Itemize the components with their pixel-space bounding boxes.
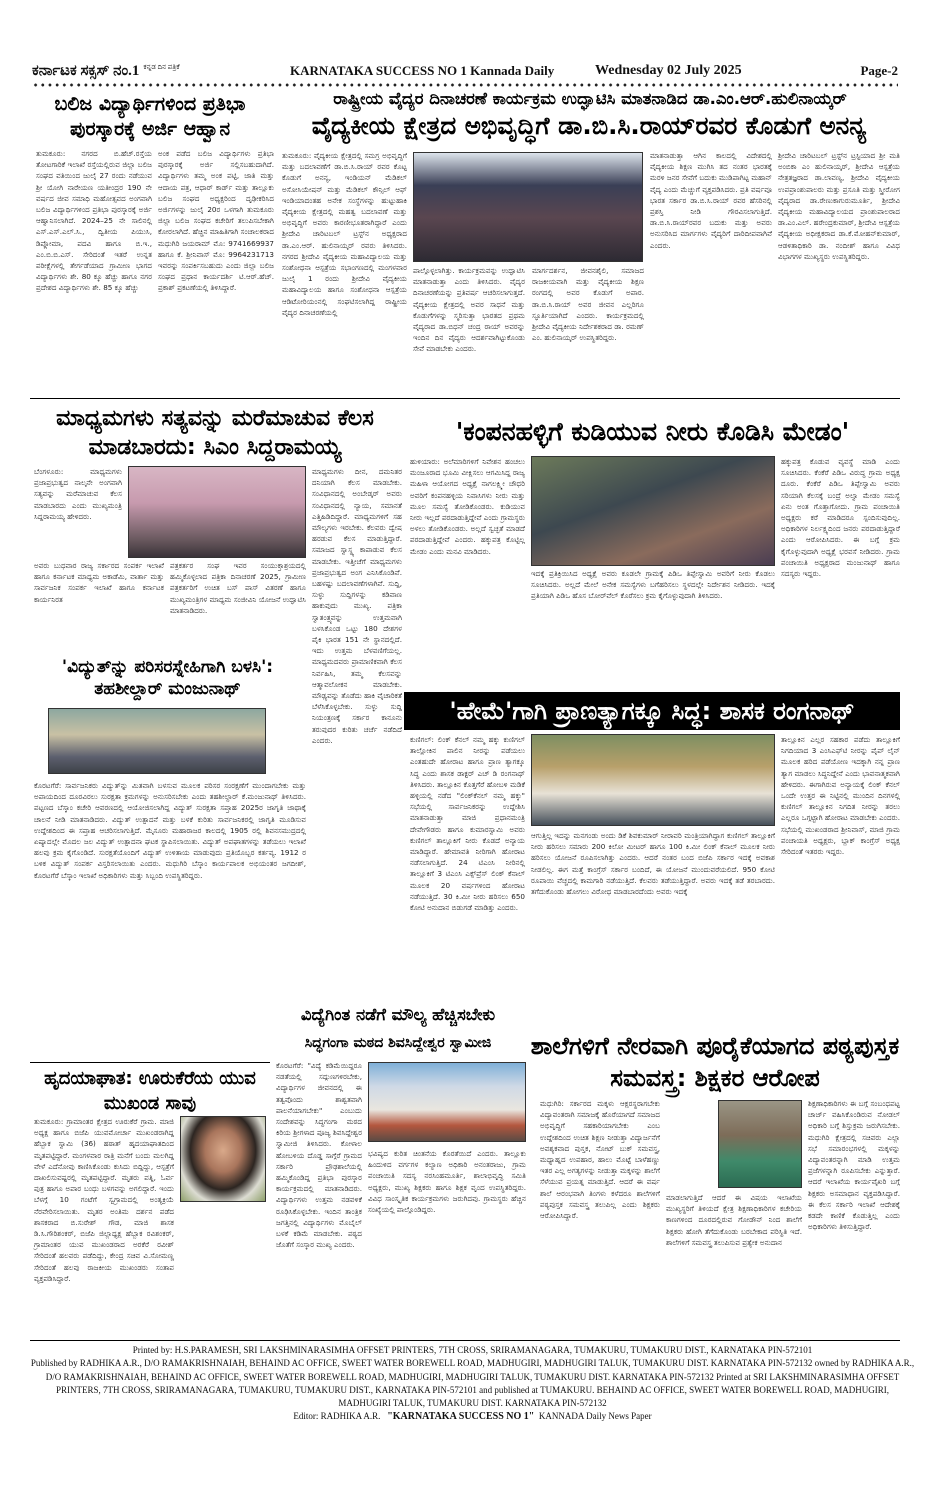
kampanahalli-crowd-photo — [531, 456, 775, 566]
balija-body-col2: ಅಂಕ ಪಡೆದ ಬಲಿಜ ವಿದ್ಯಾರ್ಥಿಗಳು ಪ್ರತಿಭಾ ಪುರಸ್ಕಾರಕ್ಕೆ ಅರ್ಜಿ ಸಲ್ಲಿಸಬಹುದಾಗಿದೆ. ವಿದ್ಯಾರ್ಥಿಗಳು ತಮ್ಮ ಅಂಕ ಪಟ್ಟಿ, ಜಾತಿ ಮತ್ತು ಆದಾಯ ಪತ್ರ, ಆಧಾರ್ ಕಾರ್ಡ್ ಮತ್ತು ತಾಲ್ಲೂಕು ಬಲಿಜ ಸಂಘದ ಅಧ್ಯಕ್ಷರಿಂದ ದೃಢೀಕರಿಸಿದ ಅರ್ಜಿಗಳನ್ನು ಜುಲೈ 20ರ ಒಳಗಾಗಿ ತುಮಕೂರು ಜಿಲ್ಲಾ ಬಲಿಜ ಸಂಘದ ಕಚೇರಿಗೆ ತಲುಪಿಸಬೇಕಾಗಿ ಕೋರಲಾಗಿದೆ. ಹೆಚ್ಚಿನ ಮಾಹಿತಿಗಾಗಿ ಸಂಚಾಲಕರಾದ ಮಧುಗಿರಿ ಜಯರಾಮ್ ಮೊ: 9741669937 ಹಾಗೂ ಕೆ. ಶ್ರೀನಿವಾಸ್ ಮೊ: 9964231713 ಇವರನ್ನು ಸಂಪರ್ಕಿಸಬಹುದು ಎಂದು ಜಿಲ್ಲಾ ಬಲಿಜ ಸಂಘದ ಪ್ರಧಾನ ಕಾರ್ಯದರ್ಶಿ ಟಿ.ಆರ್.ಹೆಚ್. ಪ್ರಕಾಶ್ ಪ್ರಕಟಣೆಯಲ್ಲಿ ತಿಳಿಸಿದ್ದಾರೆ. — [158, 149, 274, 293]
media-body-col2: ಪತ್ರಕರ್ತರ ಸಂಘ ಇವರ ಸಂಯುಕ್ತಾಶ್ರಯದಲ್ಲಿ ಹಮ್ಮಿಕೊಳ್ಳಲಾದ ಪತ್ರಿಕಾ ದಿನಾಚರಣೆ 2025, ಗ್ರಾಮೀಣ ಪತ್ರಕರ್ತರಿಗೆ ಉಚಿತ ಬಸ್ ಪಾಸ್ ವಿತರಣೆ ಹಾಗೂ ಮುಖ್ಯಮಂತ್ರಿಗಳ ಮಾಧ್ಯಮ ಸಂಜೀವಿನಿ ಯೋಜನೆ ಉದ್ಘಾಟಿಸಿ ಮಾತನಾಡಿದರು. — [170, 561, 306, 615]
doctors-event-photo — [413, 152, 643, 262]
electricity-rally-photo — [48, 708, 266, 774]
school-body-col3: ಶಿಕ್ಷಣಾಧಿಕಾರಿಗಳು ಈ ಬಗ್ಗೆ ಸಂಬಂಧಪಟ್ಟ ಚಾರ್ಜ್ ವಹಿಸಿಕೊಂಡಿರುವ ನೋಡಲ್ ಅಧಿಕಾರಿ ಬಗ್ಗೆ ಶಿಸ್ತುಕ್ರಮ ಜರುಗಿಸಬೇಕು. ಮಧುಗಿರಿ ಕ್ಷೇತ್ರದಲ್ಲಿ ಸಚಿವರು ಎಲ್ಲಾ ಸಭೆ ಸಮಾರಂಭಗಳಲ್ಲಿ ಮಕ್ಕಳನ್ನು ವಿದ್ಯಾವಂತರನ್ನಾಗಿ ಮಾಡಿ ಉತ್ತಮ ಪ್ರಜೆಗಳನ್ನಾಗಿ ರೂಪಿಸಬೇಕು ಎನ್ನುತ್ತಾರೆ. ಆದರೆ ಇಲಾಖೆಯ ಕಾರ್ಯವೈಖರಿ ಬಗ್ಗೆ ಶಿಕ್ಷಕರು ಅಸಮಾಧಾನ ವ್ಯಕ್ತಪಡಿಸಿದ್ದಾರೆ. ಈ ಕೆಲಸ ಸರ್ಕಾರಿ ಇಲಾಖೆ ಆದೇಶಕ್ಕೆ ಕಡದೇ ಕಾಣಿಕೆ ಕೊಡುತ್ತಿಲ್ಲ ಎಂದು ಅಧಿಕಾರಿಗಳು ತಿಳಿಸುತ್ತಿದ್ದಾರೆ. — [808, 1099, 900, 1232]
media-cm-photo — [128, 466, 306, 558]
school-headline: ಶಾಲೆಗಳಿಗೆ ನೇರವಾಗಿ ಪೂರೈಕೆಯಾಗದ ಪಠ್ಯಪುಸ್ತಕ ಸಮವಸ್ತ್ರ: ಶಿಕ್ಷಕರ ಆರೋಪ — [530, 1032, 900, 1092]
media-headline: ಮಾಧ್ಯಮಗಳು ಸತ್ಯವನ್ನು ಮರೆಮಾಚುವ ಕೆಲಸ ಮಾಡಬಾರದು: ಸಿಎಂ ಸಿದ್ದರಾಮಯ್ಯ — [56, 406, 374, 460]
hemavathi-body-col2: ಆಗುತ್ತಿಲ್ಲ ಇದನ್ನು ಮನಗಂಡು ಅಂದು ಡಿಕೆ ಶಿವಕುಮಾರ್ ನೀರಾವರಿ ಮಂತ್ರಿಯಾಗಿದ್ದಾಗ ಕುಣಿಗಲ್ ತಾಲ್ಲೂಕಿಗೆ ನೀರು ಹರಿಸಲು ಸಮಾರು 200 ಕಿಲೋ ಮೀಟರ್ ಹಾಗೂ 100 ಕಿ.ಮೀ ಲಿಂಕ್ ಕೆನಾಲ್ ಮೂಲಕ ನೀರು ಹರಿಸಲು ಯೋಜನೆ ರೂಪಿಸಲಾಗಿತ್ತು ಎಂದರು. ಆದರೆ ನಂತರ ಬಂದ ಬಿಜೆಪಿ ಸರ್ಕಾರ ಇದಕ್ಕೆ ಅವಕಾಶ ನೀಡಲಿಲ್ಲ. ಈಗ ಮತ್ತೆ ಕಾಂಗ್ರೆಸ್ ಸರ್ಕಾರ ಬಂದಿದೆ, ಈ ಯೋಜನೆ ಮುಂದುವರೆಯಲಿದೆ. 950 ಕೋಟಿ ರೂಪಾಯಿ ವೆಚ್ಚದಲ್ಲಿ ಕಾಮಗಾರಿ ನಡೆಯುತ್ತಿದೆ. ಕೆಲವರು ತಡೆಯುತ್ತಿದ್ದಾರೆ. ಅವರು ಇದಕ್ಕೆ ತಡೆ ತರಬಾರದು. ತಗೆದುಕೊಂಡು ಹೋಗಲು ವಿರೋಧ ಮಾಡಬಾರದೆಂದು ಅವರು ಇದಕ್ಕೆ — [531, 831, 775, 897]
masthead-title-kn: ಕರ್ನಾಟಕ ಸಕ್ಸಸ್ ನಂ.1 $^{ಕನ್ನಡ ದಿನ ಪತ್ರಿಕೆ}$ — [32, 63, 180, 79]
media-body-col3: ಮಾಧ್ಯಮಗಳು ದೀನ, ದಮನಿತರ ದನಿಯಾಗಿ ಕೆಲಸ ಮಾಡಬೇಕು. ಸಂವಿಧಾನದಲ್ಲಿ ಅಂಬೇಡ್ಕರ್ ಅವರು ಸಂವಿಧಾನದಲ್ಲಿ ನ್ಯಾಯ, ಸಮಾನತೆ ಎತ್ತಿಹಿಡಿದಿದ್ದಾರೆ. ಮಾಧ್ಯಮಗಳಿಗೆ ಸಹ ಮೌಲ್ಯಗಳು ಇರಬೇಕು. ಕೆಲವರು ದ್ವೇಷ ಹರಡುವ ಕೆಲಸ ಮಾಡುತ್ತಿದ್ದಾರೆ. ಸಮಾಜದ ಸ್ವಾಸ್ಥ್ಯ ಕಾಪಾಡುವ ಕೆಲಸ ಮಾಡಬೇಕು. ಇತ್ತೀಚೆಗೆ ಮಾಧ್ಯಮಗಳು ಪ್ರಜಾಪ್ರಭುತ್ವದ ಅಂಗ ಎನಿಸಿಕೊಂಡಿವೆ. ಬಹಳಷ್ಟು ಬದಲಾವಣೆಗಳಾಗಿವೆ. ಸುದ್ದಿ, ಸುಳ್ಳು ಸುದ್ದಿಗಳನ್ನು ಕಡಿವಾಣ ಹಾಕುವುದು ಮುಖ್ಯ. ಪತ್ರಿಕಾ ಸ್ವಾತಂತ್ರ್ಯವನ್ನು ಉತ್ತಮವಾಗಿ ಬಳಸಿಕೊಂಡ ಒಟ್ಟು 180 ದೇಶಗಳ ಪೈಕಿ ಭಾರತ 151 ನೇ ಸ್ಥಾನದಲ್ಲಿದೆ. ಇದು ಉತ್ತಮ ಬೆಳವಣಿಗೆಯಲ್ಲ. ಮಾಧ್ಯಮದವರು ಪ್ರಾಮಾಣಿಕವಾಗಿ ಕೆಲಸ ನಿರ್ವಹಿಸಿ, ತಮ್ಮ ಕೆಲಸವನ್ನು ಆತ್ಮಾವಲೋಕನ ಮಾಡಬೇಕು. ಮೌಢ್ಯವನ್ನು ತೊಡೆದು ಹಾಕಿ ವೈಚಾರಿಕತೆ ಬೆಳೆಸಿಕೊಳ್ಳಬೇಕು. ಸುಳ್ಳು ಸುದ್ದಿ ನಿಯಂತ್ರಣಕ್ಕೆ ಸರ್ಕಾರ ಕಾನೂನು ತರುವುದರ ಕುರಿತು ಚರ್ಚೆ ನಡೆದಿದೆ ಎಂದರು. — [312, 467, 402, 745]
masthead — [32, 60, 898, 82]
masthead-tagline: ಕನ್ನಡ ದಿನ ಪತ್ರಿಕೆ — [143, 63, 180, 71]
masthead-title-en: KARNATAKA SUCCESS NO 1 Kannada Daily — [290, 63, 555, 78]
heart-headline: ಹೃದಯಾಘಾತ: ಊರುಕೆರೆಯ ಯುವ ಮುಖಂಡ ಸಾವು — [44, 1068, 256, 1114]
issue-date: Wednesday 02 July 2025 — [595, 63, 742, 78]
kampanahalli-body-col2: ಇದಕ್ಕೆ ಪ್ರತಿಕ್ರಿಯಿಸಿದ ಅಧ್ಯಕ್ಷೆ ಅವರು ಕೂಡಲೇ ಗ್ರಾಮಕ್ಕೆ ಪಿಡಿಒ ತಿಪ್ಪೇಸ್ವಾಮಿ ಅವರಿಗೆ ನೀರು ಕೊಡಲು ಸೂಚಿಸಿದರು. ಅಲ್ಲದೆ ಮೇಲೆ ಅನೇಕ ಸಮಸ್ಯೆಗಳು ಬಗೆಹರಿಸಲು ಸ್ಥಳದಲ್ಲೇ ನಿರ್ದೇಶನ ನೀಡಿದರು. ಇದಕ್ಕೆ ಪ್ರತಿಯಾಗಿ ಪಿಡಿಒ ಹೊಸ ಬೋರ್‌ವೆಲ್ ಕೊರೆಸಲು ಕ್ರಮ ಕೈಗೊಳ್ಳುವುದಾಗಿ ತಿಳಿಸಿದರು. — [531, 569, 775, 601]
imprint-tail: KANNADA Daily News Paper — [538, 1411, 652, 1422]
doctors-body-col4: ಮಾತನಾಡುತ್ತಾ ಆಗಿನ ಕಾಲದಲ್ಲಿ ವಿದೇಶದಲ್ಲಿ ವೈದ್ಯಕೀಯ ಶಿಕ್ಷಣ ಮುಗಿಸಿ ತದ ನಂತರ ಭಾರತಕ್ಕೆ ಮರಳಿ ಜನರ ಸೇವೆಗೆ ಬದುಕು ಮುಡಿಪಾಗಿಟ್ಟ ಮಹಾನ್ ವೈದ್ಯ ಎಂದು ಮೆಚ್ಚುಗೆ ವ್ಯಕ್ತಪಡಿಸಿದರು. ಪ್ರತಿ ವರ್ಷವೂ ಭಾರತ ಸರ್ಕಾರ ಡಾ.ಬಿ.ಸಿ.ರಾಯ್ ರವರ ಹೆಸರಿನಲ್ಲಿ ಪ್ರಶಸ್ತಿ ನೀಡಿ ಗೌರವಿಸಲಾಗುತ್ತಿದೆ. ಡಾ.ಬಿ.ಸಿ.ರಾಯ್‌ರವರ ಬದುಕು ಮತ್ತು ಅವರು ಅನುಸರಿಸಿದ ಮಾರ್ಗಗಳು ವೈದ್ಯರಿಗೆ ದಾರಿದೀಪವಾಗಿವೆ ಎಂದರು. — [650, 151, 772, 250]
imprint-editor-line — [30, 1410, 915, 1423]
doctors-body-col5: ಶ್ರೀದೇವಿ ಚಾರಿಟಬಲ್ ಟ್ರಸ್ಟ್‌ನ ಟ್ರಸ್ಟಿಯಾದ ಶ್ರೀ ಮತಿ ಅಂಬಿಕಾ ಎಂ ಹುಲಿನಾಯ್ಕರ್, ಶ್ರೀದೇವಿ ಆಸ್ಪತ್ರೆಯ ನೇತ್ರತಜ್ಞರಾದ ಡಾ.ಲಾವಣ್ಯ, ಶ್ರೀದೇವಿ ವೈದ್ಯಕೀಯ ಉಪಪ್ರಾಂಶುಪಾಲರು ಮತ್ತು ಪ್ರಸೂತಿ ಮತ್ತು ಸ್ತ್ರೀರೋಗ ವೈದ್ಯರಾದ ಡಾ.ರೇಣುಕಾಗುರುಮೂರ್ತಿ, ಶ್ರೀದೇವಿ ವೈದ್ಯಕೀಯ ಮಹಾವಿದ್ಯಾಲಯದ ಪ್ರಾಂಶುಪಾಲರಾದ ಡಾ.ಎಂ.ಎಲ್. ಹರೇಂದ್ರಕುಮಾರ್, ಶ್ರೀದೇವಿ ಆಸ್ಪತ್ರೆಯ ವೈದ್ಯಕೀಯ ಅಧೀಕ್ಷಕರಾದ ಡಾ.ಕೆ.ಮೋಹನ್‌ಕುಮಾರ್, ಆಡಳಿತಾಧಿಕಾರಿ ಡಾ. ನಂದೀಶ್ ಹಾಗೂ ವಿವಿಧ ವಿಭಾಗಗಳ ಮುಖ್ಯಸ್ಥರು ಉಪಸ್ಥಿತರಿದ್ದರು. — [778, 151, 900, 261]
imprint-footer — [30, 1344, 915, 1424]
footer-rule — [30, 1340, 900, 1341]
school-body-col2-upper-spacer — [666, 1098, 712, 1190]
doctors-body-col1: ತುಮಕೂರು: ವೈದ್ಯಕೀಯ ಕ್ಷೇತ್ರದಲ್ಲಿ ಸಮಗ್ರ ಅಭಿವೃದ್ಧಿಗೆ ಮತ್ತು ಬದಲಾವಣೆಗೆ ಡಾ.ಬಿ.ಸಿ.ರಾಯ್ ರವರ ಕೊಟ್ಟ ಕೊಡುಗೆ ಅನನ್ಯ, ಇಂಡಿಯನ್ ಮೆಡಿಕಲ್ ಅಸೋಸಿಯೇಷನ್ ಮತ್ತು ಮೆಡಿಕಲ್ ಕೌನ್ಸಿಲ್ ಆಫ್ ಇಂಡಿಯಾದಂತಹ ಅನೇಕ ಸಂಸ್ಥೆಗಳನ್ನು ಹುಟ್ಟುಹಾಕಿ ವೈದ್ಯಕೀಯ ಕ್ಷೇತ್ರದಲ್ಲಿ ಮಹತ್ವ ಬದಲಾವಣೆ ಮತ್ತು ಅಭಿವೃದ್ಧಿಗೆ ಅವರು ಕಾರಣೀಭೂತರಾಗಿದ್ದಾರೆ ಎಂದು ಶ್ರೀದೇವಿ ಚಾರಿಟಬಲ್ ಟ್ರಸ್ಟ್‌ನ ಅಧ್ಯಕ್ಷರಾದ ಡಾ.ಎಂ.ಆರ್. ಹುಲಿನಾಯ್ಕರ್ ರವರು ತಿಳಿಸಿದರು. ನಗರದ ಶ್ರೀದೇವಿ ವೈದ್ಯಕೀಯ ಮಹಾವಿದ್ಯಾಲಯ ಮತ್ತು ಸಂಶೋಧನಾ ಆಸ್ಪತ್ರೆಯ ಸಭಾಂಗಣದಲ್ಲಿ ಮಂಗಳವಾರ ಜುಲೈ 1 ರಂದು ಶ್ರೀದೇವಿ ವೈದ್ಯಕೀಯ ಮಹಾವಿದ್ಯಾಲಯ ಹಾಗೂ ಸಂಶೋಧನಾ ಆಸ್ಪತ್ರೆಯ ಆಡಿಟೋರಿಯಂನಲ್ಲಿ ಸಂಘಟಿಸಲಾಗಿದ್ದ ರಾಷ್ಟ್ರೀಯ ವೈದ್ಯರ ದಿನಾಚರಣೆಯಲ್ಲಿ — [282, 151, 407, 317]
school-textbooks-photo — [718, 1100, 802, 1188]
doctors-kicker: ರಾಷ್ಟ್ರೀಯ ವೈದ್ಯರ ದಿನಾಚರಣೆ ಕಾರ್ಯಕ್ರಮ ಉದ್ಘಾಟಿಸಿ ಮಾತನಾಡಿದ ಡಾ.ಎಂ.ಆರ್.ಹುಲಿನಾಯ್ಕರ್ — [333, 89, 847, 108]
section-rule — [30, 1062, 270, 1063]
page-number: Page-2 — [860, 63, 898, 78]
hemavathi-rally-photo — [531, 734, 775, 826]
balija-headline: ಬಲಿಜ ವಿದ್ಯಾರ್ಥಿಗಳಿಂದ ಪ್ರತಿಭಾ ಪುರಸ್ಕಾರಕ್ಕೆ ಅರ್ಜಿ ಆಹ್ವಾನ — [54, 93, 246, 140]
heart-body-col1: ತುಮಕೂರು: ಗ್ರಾಮಾಂತರ ಕ್ಷೇತ್ರದ ಊರುಕೆರೆ ಗ್ರಾಮ. ಮಾಜಿ ಅಧ್ಯಕ್ಷ ಹಾಗೂ ಬಿಜೆಪಿ ಯುವಮೋರ್ಚಾ ಮುಖಂಡರಾಗಿದ್ದ ಹೆಬ್ಬಾಕ ಸ್ವಾಮಿ (36) ಹಠಾತ್ ಹೃದಯಾಘಾತದಿಂದ ಮೃತಪಟ್ಟಿದ್ದಾರೆ. ಮಂಗಳವಾರ ರಾತ್ರಿ ಮನೆಗೆ ಬಂದು ಮಲಗಿದ್ದ ವೇಳೆ ಎದೆನೋವು ಕಾಣಿಸಿಕೊಂಡು ಕುಸಿದು ಬಿದ್ದಿದ್ದು, ಆಸ್ಪತ್ರೆಗೆ ದಾಖಲಿಸುವಷ್ಟರಲ್ಲಿ ಮೃತಪಟ್ಟಿದ್ದಾರೆ. ಮೃತರು ಪತ್ನಿ, ಓರ್ವ ಪುತ್ರ ಹಾಗೂ ಅಪಾರ ಬಂಧು ಬಳಗವನ್ನು ಅಗಲಿದ್ದಾರೆ. ಇಂದು ಬೆಳಗ್ಗೆ 10 ಗಂಟೆಗೆ ಸ್ವಗ್ರಾಮದಲ್ಲಿ ಅಂತ್ಯಕ್ರಿಯೆ ನೆರವೇರಿಸಲಾಯಿತು. ಮೃತರ ಅಂತಿಮ ದರ್ಶನ ಪಡೆದ ಶಾಸಕರಾದ ಬಿ.ಸುರೇಶ್ ಗೌಡ, ಮಾಜಿ ಶಾಸಕ ಡಿ.ಸಿ.ಗೌರಿಶಂಕರ್, ಬಿಜೆಪಿ ಜಿಲ್ಲಾಧ್ಯಕ್ಷ ಹೆಬ್ಬಾಕ ರವಿಶಂಕರ್, ಗ್ರಾಮಾಂತರ ಯುವ ಮುಖಂಡರಾದ ಅರಕೆರೆ ರವೀಶ್ ಸೇರಿದಂತೆ ಹಲವರು ಪಡೆದಿದ್ದು, ಕೇಂದ್ರ ಸಚಿವ ವಿ.ಸೋಮಣ್ಣ ಸೇರಿದಂತೆ ಹಲವು ರಾಜಕೀಯ ಮುಖಂಡರು ಸಂತಾಪ ವ್ಯಕ್ತಪಡಿಸಿದ್ದಾರೆ. — [34, 1117, 174, 1283]
siddaganga-body-col2: ಭವಿಷ್ಯದ ಕುರಿತ ಚಿಂತನೆಯ ಕೊರತೆಯಿದೆ ಎಂದರು. ತಾಲ್ಲೂಕು ಹಿಂದುಳಿದ ವರ್ಗಗಳ ಕಲ್ಯಾಣ ಅಧಿಕಾರಿ ಅನಂತರಾಜು, ಗ್ರಾಮ ಪಂಚಾಯಿತಿ ಸದಸ್ಯ ನರಸಿಂಹಮೂರ್ತಿ, ಶಾಲಾಭಿವೃದ್ಧಿ ಸಮಿತಿ ಅಧ್ಯಕ್ಷರು, ಮುಖ್ಯ ಶಿಕ್ಷಕರು ಹಾಗೂ ಶಿಕ್ಷಕ ವೃಂದ ಉಪಸ್ಥಿತರಿದ್ದರು. ವಿವಿಧ ಸಾಂಸ್ಕೃತಿಕ ಕಾರ್ಯಕ್ರಮಗಳು ಜರುಗಿದವು. ಗ್ರಾಮಸ್ಥರು ಹೆಚ್ಚಿನ ಸಂಖ್ಯೆಯಲ್ಲಿ ಪಾಲ್ಗೊಂಡಿದ್ದರು. — [368, 1149, 526, 1215]
heart-portrait-photo — [180, 1116, 266, 1202]
school-body-col2: ಮಾಡಲಾಗುತ್ತಿದೆ ಆದರೆ ಈ ವಿಷಯ ಇಲಾಖೆಯ ಮುಖ್ಯಸ್ಥರಿಗೆ ತಿಳಿಯದೆ ಕ್ಷೇತ್ರ ಶಿಕ್ಷಣಾಧಿಕಾರಿಗಳ ಕಚೇರಿಯ ಕಾಣಗಳಿಂದ ದೂರದಲ್ಲಿರುವ ಗೋಡೌನ್ ನಿಂದ ಶಾಲೆಗೆ ಶಿಕ್ಷಕರು ಹೋಗಿ ತೆಗೆದುಕೊಂಡು ಬರಬೇಕಾದ ಪರಿಸ್ಥಿತಿ ಇದೆ. ಶಾಲೆಗಳಿಗೆ ಸಮವಸ್ತ್ರ ತಲುಪಿಸುವ ಪ್ರತ್ಯೇಕ ಅನುದಾನ — [666, 1193, 802, 1247]
imprint-printed-by: Printed by: H.S.PARAMESH, SRI LAKSHMINARASIMHA OFFSET PRINTERS, 7TH CROSS, SRIRAMANAGARA, TUMAKURU, TUMAKURU DIST., KARNATAKA PIN-572101 — [132, 1345, 813, 1355]
imprint-brand: "KARNATAKA SUCCESS NO 1" — [387, 1411, 535, 1423]
dotted-divider — [32, 82, 898, 88]
siddaganga-body-col1: ಕೊರಟಗೆರೆ: "ವಿದ್ಯೆ ಕಡಿಮೆಯಿದ್ದರೂ ನಡತೆಯಲ್ಲಿ ಸದ್ಗುಣಗಳಿರಬೇಕು, ವಿದ್ಯಾರ್ಥಿಗಳ ಜೀವನದಲ್ಲಿ ಈ ತತ್ವವೊಂದು ಶಾಶ್ವತವಾಗಿ ಪಾಲನೆಯಾಗಬೇಕು" ಎಂಬುದು ಸಂದೇಶವನ್ನು ಸಿದ್ಧಗಂಗಾ ಮಠದ ಕಿರಿಯ ಶ್ರೀಗಳಾದ ಪೂಜ್ಯ ಶಿವಸಿದ್ದೇಶ್ವರ ಸ್ವಾಮೀಜಿ ತಿಳಿಸಿದರು. ಕೋಳಾಲ ಹೋಬಳಿಯ ದೊಡ್ಡ ಸಾಗ್ಗೆರೆ ಗ್ರಾಮದ ಸರ್ಕಾರಿ ಪ್ರೌಢಶಾಲೆಯಲ್ಲಿ ಹಮ್ಮಿಕೊಂಡಿದ್ದ ಪ್ರತಿಭಾ ಪುರಸ್ಕಾರ ಕಾರ್ಯಕ್ರಮದಲ್ಲಿ ಮಾತನಾಡಿದರು. ವಿದ್ಯಾರ್ಥಿಗಳು ಉತ್ತಮ ನಡವಳಿಕೆ ರೂಢಿಸಿಕೊಳ್ಳಬೇಕು. ಇಂದಿನ ತಾಂತ್ರಿಕ ಜಗತ್ತಿನಲ್ಲಿ ವಿದ್ಯಾರ್ಥಿಗಳು ಮೊಬೈಲ್ ಬಳಕೆ ಕಡಿಮೆ ಮಾಡಬೇಕು. ಪಠ್ಯದ ಜೊತೆಗೆ ಸಂಸ್ಕಾರ ಮುಖ್ಯ ಎಂದರು. — [276, 1061, 362, 1250]
hemavathi-banner-headline: 'ಹೇಮೆ'ಗಾಗಿ ಪ್ರಾಣತ್ಯಾಗಕ್ಕೂ ಸಿದ್ಧ: ಶಾಸಕ ರಂಗನಾಥ್ — [404, 692, 900, 730]
imprint-editor: Editor: RADHIKA A.R. — [293, 1411, 381, 1422]
electricity-body: ಕೊರಟಗೆರೆ: ಸಾರ್ವಜನಿಕರು ವಿದ್ಯುತ್‌ನ್ನು ಮಿತವಾಗಿ ಬಳಸುವ ಮೂಲಕ ಪರಿಸರ ಸಂರಕ್ಷಣೆಗೆ ಮುಂದಾಗಬೇಕು ಮತ್ತು ಅಪಾಯದಿಂದ ದೂರವಿರಲು ಸುರಕ್ಷತಾ ಕ್ರಮಗಳನ್ನು ಅನುಸರಿಸಬೇಕು ಎಂದು ತಹಶೀಲ್ದಾರ್ ಕೆ.ಮಂಜುನಾಥ್ ತಿಳಿಸಿದರು. ಪಟ್ಟಣದ ಬೆಸ್ಕಾಂ ಕಚೇರಿ ಆವರಣದಲ್ಲಿ ಆಯೋಜಿಸಲಾಗಿದ್ದ ವಿದ್ಯುತ್ ಸುರಕ್ಷತಾ ಸಪ್ತಾಹ 2025ರ ಜಾಗೃತಿ ಜಾಥಾಕ್ಕೆ ಚಾಲನೆ ನೀಡಿ ಮಾತನಾಡಿದರು. ವಿದ್ಯುತ್ ಉತ್ಪಾದನೆ ಮತ್ತು ಬಳಕೆ ಕುರಿತು ಸಾರ್ವಜನಿಕರಲ್ಲಿ ಜಾಗೃತಿ ಮೂಡಿಸುವ ಉದ್ದೇಶದಿಂದ ಈ ಸಪ್ತಾಹ ಆಚರಿಸಲಾಗುತ್ತಿದೆ. ಮೈಸೂರು ಮಹಾರಾಜರ ಕಾಲದಲ್ಲಿ 1905 ರಲ್ಲಿ ಶಿವನಸಮುದ್ರದಲ್ಲಿ ಏಷ್ಯಾದಲ್ಲೇ ಮೊದಲ ಜಲ ವಿದ್ಯುತ್ ಉತ್ಪಾದನಾ ಘಟಕ ಸ್ಥಾಪಿಸಲಾಯಿತು. ವಿದ್ಯುತ್ ಅಪಘಾತಗಳನ್ನು ತಡೆಯಲು ಇಲಾಖೆ ಹಲವು ಕ್ರಮ ಕೈಗೊಂಡಿದೆ. ಸುರಕ್ಷತೆಯೊಂದಿಗೆ ವಿದ್ಯುತ್ ಉಳಿತಾಯ ಮಾಡುವುದು ಪ್ರತಿಯೊಬ್ಬರ ಕರ್ತವ್ಯ. 1912 ರ ಬಳಿಕ ವಿದ್ಯುತ್ ಸಂಪರ್ಕ ವಿಸ್ತರಿಸಲಾಯಿತು ಎಂದರು. ಮಧುಗಿರಿ ಬೆಸ್ಕಾಂ ಕಾರ್ಯಪಾಲಕ ಅಭಿಯಂತರ ಜಗದೀಶ್, ಕೊರಟಗೆರೆ ಬೆಸ್ಕಾಂ ಇಲಾಖೆ ಅಧಿಕಾರಿಗಳು ಮತ್ತು ಸಿಬ್ಬಂದಿ ಉಪಸ್ಥಿತರಿದ್ದರು. — [34, 781, 306, 880]
hemavathi-body-col1: ಕುಣಿಗಲ್: ಲಿಂಕ್ ಕೆನಲ್ ನಮ್ಮ ಹಕ್ಕು ಕುಣಿಗಲ್ ತಾಲ್ಲೋಕಿನ ಪಾಲಿನ ನೀರನ್ನು ಪಡೆಯಲು ಎಂತಹುದೇ ಹೋರಾಟ ಹಾಗೂ ಪ್ರಾಣ ತ್ಯಾಗಕ್ಕೂ ಸಿದ್ಧ ಎಂದು ಶಾಸಕ ಡಾಕ್ಟರ್ ಎಚ್ ಡಿ ರಂಗನಾಥ್ ತಿಳಿಸಿದರು. ತಾಲ್ಲೂಕಿನ ಕೊತ್ತಗೆರೆ ಹೋಬಳಿ ಮಡಿಕೆ ಹಳ್ಳಿಯಲ್ಲಿ ನಡೆದ "ಲಿಂಕ್‌ಕೆನಲ್ ನಮ್ಮ ಹಕ್ಕು" ಸಭೆಯಲ್ಲಿ ಸಾರ್ವಜನಿಕರನ್ನು ಉದ್ದೇಶಿಸಿ ಮಾತನಾಡುತ್ತಾ ಮಾಜಿ ಪ್ರಧಾನಮಂತ್ರಿ ದೇವೇಗೌಡರು ಹಾಗೂ ಕುಮಾರಸ್ವಾಮಿ ಅವರು ಕುಣಿಗಲ್ ತಾಲ್ಲೂಕಿಗೆ ನೀರು ಕೊಡದೆ ಅನ್ಯಾಯ ಮಾಡಿದ್ದಾರೆ. ಹೇಮಾವತಿ ನೀರಿಗಾಗಿ ಹೋರಾಟ ನಡೆಸಲಾಗುತ್ತಿದೆ. 24 ಟಿಎಂಸಿ ನೀರಿನಲ್ಲಿ ತಾಲ್ಲೂಕಿಗೆ 3 ಟಿಎಂಸಿ ಎಕ್ಸ್‌ಪ್ರೆಸ್ ಲಿಂಕ್ ಕೆನಾಲ್ ಮೂಲಕ 20 ವರ್ಷಗಳಿಂದ ಹೋರಾಟ ನಡೆಯುತ್ತಿದೆ. 30 ಕಿ.ಮೀ ನೀರು ಹರಿಸಲು 650 ಕೋಟಿ ಅನುದಾನ ಬಿಡುಗಡೆ ಮಾಡಿತ್ತು ಎಂದರು. — [410, 735, 525, 913]
media-body-col1b: ಅವರು ಬುಧವಾರ ರಾಜ್ಯ ಸರ್ಕಾರದ ಸಂಪರ್ಕ ಇಲಾಖೆ ಹಾಗೂ ಕರ್ನಾಟಕ ಮಾಧ್ಯಮ ಅಕಾಡೆಮಿ, ವಾರ್ತಾ ಮತ್ತು ಸಾರ್ವಜನಿಕ ಸಂಪರ್ಕ ಇಲಾಖೆ ಹಾಗೂ ಕರ್ನಾಟಕ ಕಾರ್ಯನಿರತ — [34, 561, 164, 604]
media-body-col1: ಬೆಂಗಳೂರು: ಮಾಧ್ಯಮಗಳು ಪ್ರಜಾಪ್ರಭುತ್ವದ ನಾಲ್ಕನೇ ಅಂಗವಾಗಿ ಸತ್ಯವನ್ನು ಮರೆಮಾಚುವ ಕೆಲಸ ಮಾಡಬಾರದು ಎಂದು ಮುಖ್ಯಮಂತ್ರಿ ಸಿದ್ದರಾಮಯ್ಯ ಹೇಳಿದರು. — [34, 467, 122, 521]
school-body-col1: ಮಧುಗಿರಿ: ಸರ್ಕಾರದ ಮಕ್ಕಳು ಆಕ್ಷರಸ್ಥರಾಗಬೇಕು ವಿದ್ಯಾವಂತರಾಗಿ ಸಮಾಜಕ್ಕೆ ಹೊರೆಯಾಗದೆ ಸಮಾಜದ ಅಭಿವೃದ್ಧಿಗೆ ಸಹಕಾರಿಯಾಗಬೇಕು ಎಂಬ ಉದ್ದೇಶದಿಂದ ಉಚಿತ ಶಿಕ್ಷಣ ನೀಡುತ್ತಾ ವಿದ್ಯಾರ್ಜನೆಗೆ ಅವಶ್ಯಕವಾದ ಪುಸ್ತಕ, ನೋಟ್ ಬುಕ್ ಸಮವಸ್ತ್ರ, ಮಧ್ಯಾಹ್ನದ ಉಪಹಾರ, ಹಾಲು ಮೊಟ್ಟೆ ಬಾಳೆಹಣ್ಣು ಇತರ ಎಲ್ಲ ಅಗತ್ಯಗಳನ್ನು ನೀಡುತ್ತಾ ಮಕ್ಕಳನ್ನು ಶಾಲೆಗೆ ಸೆಳೆಯುವ ಪ್ರಯತ್ನ ಮಾಡುತ್ತಿದೆ. ಆದರೆ ಈ ವರ್ಷ ಶಾಲೆ ಆರಂಭವಾಗಿ ತಿಂಗಳು ಕಳೆದರೂ ಶಾಲೆಗಳಿಗೆ ಪಠ್ಯಪುಸ್ತಕ ಸಮವಸ್ತ್ರ ತಲುಪಿಲ್ಲ ಎಂದು ಶಿಕ್ಷಕರು ಆರೋಪಿಸಿದ್ದಾರೆ. — [540, 1099, 660, 1221]
siddaganga-headline: ವಿದ್ಯೆಗಿಂತ ನಡೆಗೆ ಮೌಲ್ಯ ಹೆಚ್ಚಿಸಬೇಕು — [300, 1005, 496, 1024]
siddaganga-subhead: ಸಿದ್ಧಗಂಗಾ ಮಠದ ಶಿವಸಿದ್ದೇಶ್ವರ ಸ್ವಾಮೀಜಿ — [304, 1035, 492, 1051]
kampanahalli-headline: 'ಕಂಪನಹಳ್ಳಿಗೆ ಕುಡಿಯುವ ನೀರು ಕೊಡಿಸಿ ಮೇಡಂ' — [455, 417, 850, 446]
balija-body-col1: ತುಮಕೂರು: ನಗರದ ಬಿ.ಹೆಚ್.ರಸ್ತೆಯ ತೋಟಗಾರಿಕೆ ಇಲಾಖೆ ರಸ್ತೆಯಲ್ಲಿರುವ ಜಿಲ್ಲಾ ಬಲಿಜ ಸಂಘದ ವತಿಯಿಂದ ಜುಲೈ 27 ರಂದು ನಡೆಯುವ ಶ್ರೀ ಯೋಗಿ ನಾರೇಯಣ ಯತೀಂದ್ರರ 190 ನೇ ವರ್ಷದ ಜೀವ ಸಮಾಧಿ ಮಹೋತ್ಸವದ ಅಂಗವಾಗಿ ಬಲಿಜ ವಿದ್ಯಾರ್ಥಿಗಳಿಂದ ಪ್ರತಿಭಾ ಪುರಸ್ಕಾರಕ್ಕೆ ಅರ್ಜಿ ಆಹ್ವಾನಿಸಲಾಗಿದೆ. 2024–25 ನೇ ಸಾಲಿನಲ್ಲಿ ಎಸ್.ಎಸ್.ಎಲ್.ಸಿ., ದ್ವಿತೀಯ ಪಿಯುಸಿ, ಡಿಪ್ಲೋಮಾ, ಪದವಿ ಹಾಗೂ ಬಿ.ಇ., ಎಂ.ಬಿ.ಬಿ.ಎಸ್. ಸೇರಿದಂತೆ ಇತರೆ ಉನ್ನತ ಪರೀಕ್ಷೆಗಳಲ್ಲಿ ತೇರ್ಗಡೆಯಾದ ಗ್ರಾಮೀಣ ಭಾಗದ ವಿದ್ಯಾರ್ಥಿಗಳು ಶೇ. 80 ಕ್ಕೂ ಹೆಚ್ಚು ಹಾಗೂ ನಗರ ಪ್ರದೇಶದ ವಿದ್ಯಾರ್ಥಿಗಳು ಶೇ. 85 ಕ್ಕೂ ಹೆಚ್ಚು — [36, 149, 152, 293]
siddaganga-seer-photo — [368, 1062, 526, 1142]
electricity-headline: 'ವಿದ್ಯುತ್‌ನ್ನು ಪರಿಸರಸ್ನೇಹಿಗಾಗಿ ಬಳಸಿ': ತಹಶೀಲ್ದಾರ್ ಮಂಜುನಾಥ್ — [61, 657, 274, 699]
kampanahalli-body-col3: ಹಕ್ಕುಪತ್ರ ಕೊಡುವ ವ್ಯವಸ್ಥೆ ಮಾಡಿ ಎಂದು ಸೂಚಿಸಿದರು. ಕೆಂಕೆರೆ ಪಿಡಿಒ ವಿರುದ್ಧ ಗ್ರಾಮ ಅಧ್ಯಕ್ಷ ದೂರು. ಕೆಂಕೆರೆ ಪಿಡಿಒ ತಿಪ್ಪೇಸ್ವಾಮಿ ಅವರು ಸರಿಯಾಗಿ ಕೆಲಸಕ್ಕೆ ಬಂದ್ರೆ ಅಲ್ವಾ ಮೇಡಂ ಸಮಸ್ಯೆ ಏನು ಅಂತ ಗೊತ್ತಾಗೋದು. ಗ್ರಾಮ ಪಂಚಾಯಿತಿ ಅಧ್ಯಕ್ಷರು ಕರೆ ಮಾಡಿದರೂ ಸ್ಪಂದಿಸುವುದಿಲ್ಲ. ಅಧಿಕಾರಿಗಳ ನಿರ್ಲಕ್ಷ್ಯದಿಂದ ಜನರು ಪರದಾಡುತ್ತಿದ್ದಾರೆ ಎಂದು ಆರೋಪಿಸಿದರು. ಈ ಬಗ್ಗೆ ಕ್ರಮ ಕೈಗೊಳ್ಳುವುದಾಗಿ ಅಧ್ಯಕ್ಷೆ ಭರವಸೆ ನೀಡಿದರು. ಗ್ರಾಮ ಪಂಚಾಯಿತಿ ಅಧ್ಯಕ್ಷರಾದ ಮಂಜುನಾಥ್ ಹಾಗೂ ಸದಸ್ಯರು ಇದ್ದರು. — [781, 457, 900, 579]
doctors-headline: ವೈದ್ಯಕೀಯ ಕ್ಷೇತ್ರದ ಅಭಿವೃದ್ಧಿಗೆ ಡಾ.ಬಿ.ಸಿ.ರಾಯ್‌ರವರ ಕೊಡುಗೆ ಅನನ್ಯ — [311, 111, 867, 140]
section-rule — [30, 398, 900, 399]
doctors-body-col3: ಮಾರ್ಗದರ್ಶನ, ಜೀವನಶೈಲಿ, ಸಮಾಜದ ರಾಜಕೀಯವಾಗಿ ಮತ್ತು ವೈದ್ಯಕೀಯ ಶಿಕ್ಷಣ ರಂಗದಲ್ಲಿ ಅವರ ಕೊಡುಗೆ ಅಪಾರ. ಡಾ.ಬಿ.ಸಿ.ರಾಯ್ ಅವರ ಜೀವನ ಎಲ್ಲರಿಗೂ ಸ್ಫೂರ್ತಿಯಾಗಿದೆ ಎಂದರು. ಕಾರ್ಯಕ್ರಮದಲ್ಲಿ ಶ್ರೀದೇವಿ ವೈದ್ಯಕೀಯ ನಿರ್ದೇಶಕರಾದ ಡಾ. ರಮಣ್ ಎಂ. ಹುಲಿನಾಯ್ಕರ್ ಉಪಸ್ಥಿತರಿದ್ದರು. — [532, 266, 644, 343]
kampanahalli-body-col1: ಹುಳಿಯಾರು: ಅಲೆಮಾರಿಗಳಿಗೆ ನಿವೇಶನ ಹಂಚಲು ಮಂಜೂರಾದ ಭೂಮಿ ವೀಕ್ಷಿಸಲು ಆಗಮಿಸಿದ್ದ ರಾಜ್ಯ ಮಹಿಳಾ ಆಯೋಗದ ಅಧ್ಯಕ್ಷೆ ನಾಗಲಕ್ಷ್ಮೀ ಚೌಧರಿ ಅವರಿಗೆ ಕಂಪನಹಳ್ಳಿಯ ನಿವಾಸಿಗಳು ನೀರು ಮತ್ತು ಮೂಲ ಸಮಸ್ಯೆ ತೋಡಿಕೊಂಡರು. ಕುಡಿಯುವ ನೀರು ಇಲ್ಲದೆ ಪರದಾಡುತ್ತಿದ್ದೇವೆ ಎಂದು ಗ್ರಾಮಸ್ಥರು ಅಳಲು ತೋಡಿಕೊಂಡರು. ಅಲ್ಲದೆ ಸ್ವಚ್ಛತೆ ಮಾಡದೆ ಪರದಾಡುತ್ತಿದ್ದೇವೆ ಎಂದರು. ಹಕ್ಕುಪತ್ರ ಕೊಟ್ಟಿಲ್ಲ ಮೇಡಂ ಎಂದು ಮನವಿ ಮಾಡಿದರು. — [410, 457, 525, 556]
hemavathi-body-col3: ತಾಲ್ಲೂಕಿನ ಎಲ್ಲರ ಸಹಕಾರ ಪಡೆದು ತಾಲ್ಲೂಕಿಗೆ ನಿಗದಿಯಾದ 3 ಎಂಸಿಎಫ್‌ಟಿ ನೀರನ್ನು ಪೈಪ್ ಲೈನ್ ಮೂಲಕ ಹರಿದ ಪಡೆಯೋಣ ಇದಕ್ಕಾಗಿ ನನ್ನ ಪ್ರಾಣ ತ್ಯಾಗ ಮಾಡಲು ಸಿದ್ಧನಿದ್ದೇನೆ ಎಂದು ಭಾವನಾತ್ಮಕವಾಗಿ ಹೇಳಿದರು. ಈಗಾಗಿರುವ ಅನ್ಯಾಯಕ್ಕೆ ಲಿಂಕ್ ಕೆನಲ್ ಒಂದೇ ಉತ್ತರ ಈ ನಿಟ್ಟಿನಲ್ಲಿ ಮುಂದಿನ ದಿನಗಳಲ್ಲಿ ಕುಣಿಗಲ್ ತಾಲ್ಲೂಕಿನ ನಿಗದಿತ ನೀರನ್ನು ತರಲು ಎಲ್ಲರೂ ಒಗ್ಗಟ್ಟಾಗಿ ಹೋರಾಟ ಮಾಡಬೇಕು ಎಂದರು. ಸಭೆಯಲ್ಲಿ ಮುಖಂಡರಾದ ಶ್ರೀನಿವಾಸ್, ಮಾಜಿ ಗ್ರಾಮ ಪಂಚಾಯತಿ ಅಧ್ಯಕ್ಷರು, ಬ್ಲಾಕ್ ಕಾಂಗ್ರೆಸ್ ಅಧ್ಯಕ್ಷ ಸೇರಿದಂತೆ ಇತರರು ಇದ್ದರು. — [781, 735, 900, 857]
imprint-published-by: Published by RADHIKA A.R., D/O RAMAKRISHNAIAH, BEHAIND AC OFFICE, SWEET WATER BOREWELL ROAD, MADHUGIRI, MADHUGIRI TALUK, TUMAKURU DIST. KARNATAKA PIN-572132 owned by RADHIKA A.R., D/O RAMAKRISHNAIAH, BEHAIND AC OFFICE, SWEET WATER BOREWELL ROAD, MADHUGIRI, MADHUGIRI TALUK, TUMAKURU DIST. KARNATAKA PIN-572132 Printed at SRI LAKSHMINARASIMHA OFFSET PRINTERS, 7TH CROSS, SRIRAMANAGARA, TUMAKURU, TUMAKURU DIST., KARNATAKA PIN-572101 and published at TUMAKURU. BEHAIND AC OFFICE, SWEET WATER BOREWELL ROAD, MADHUGIRI, MADHUGIRI TALUK, TUMAKURU DIST. KARNATAKA PIN-572132 — [30, 1358, 915, 1409]
doctors-body-col2: ಪಾಲ್ಗೊಳ್ಳಲಾಗಿತ್ತು. ಕಾರ್ಯಕ್ರಮವನ್ನು ಉದ್ಘಾಟಿಸಿ ಮಾತನಾಡುತ್ತಾ ಎಂದು ತಿಳಿಸಿದರು. ವೈದ್ಯರ ದಿನಾಚರಣೆಯನ್ನು ಪ್ರತಿವರ್ಷ ಆಚರಿಸಲಾಗುತ್ತದೆ. ವೈದ್ಯಕೀಯ ಕ್ಷೇತ್ರದಲ್ಲಿ ಅವರ ಸಾಧನೆ ಮತ್ತು ಕೊಡುಗೆಗಳನ್ನು ಸ್ಮರಿಸುತ್ತಾ ಭಾರತದ ಪ್ರಥಮ ವೈದ್ಯರಾದ ಡಾ.ಬಿಧನ್ ಚಂದ್ರ ರಾಯ್ ಅವರನ್ನು ಇಂದಿನ ದಿನ ವೈದ್ಯರು ಆದರ್ಶವಾಗಿಟ್ಟುಕೊಂಡು ಸೇವೆ ಮಾಡಬೇಕು ಎಂದರು. — [413, 266, 525, 354]
